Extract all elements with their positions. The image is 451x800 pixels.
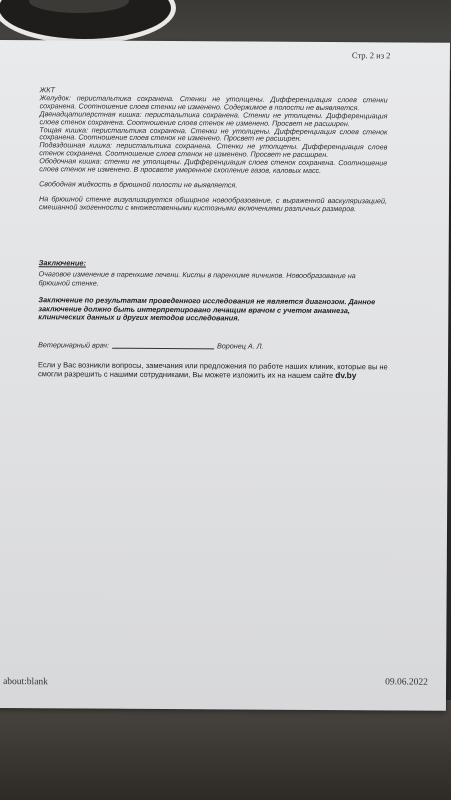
site-link: dv.by — [335, 370, 357, 381]
signature-line — [112, 348, 214, 350]
section-title-gi: ЖКТ — [39, 85, 55, 95]
stomach-paragraph: Желудок: перистальтика сохранена. Стенки не утолщены. Дифференциация слоев стенки сохранена. Соотношение слоев стенки не изменено. Содержимое в полости не выявляется. — [39, 93, 388, 113]
paper-sheet — [0, 40, 450, 711]
cup-inside — [29, 0, 129, 13]
print-date: 09.06.2022 — [385, 677, 428, 688]
table-background-bottom — [0, 700, 451, 800]
abdominal-wall-paragraph: На брюшной стенке визуализируется обширное новообразование, с выраженной васкуляризацией, смешанной эхогенности с множественными кистозными включениями различных размеров. — [38, 194, 388, 213]
jejunum-paragraph: Тощая кишка: перистальтика сохранена. Стенки не утолщены. Дифференциация слоев стенок сохранена. Соотношение слоев стенок не изменено. Просвет не расширен. — [39, 124, 388, 144]
signature-row — [38, 340, 368, 351]
report-body — [39, 86, 388, 213]
ileum-paragraph: Подвздошная кишка: перистальтика сохранена. Стенки не утолщены. Дифференциация слоев стенок сохранена. Соотношение слоев стенок не изменено. Просвет не расширен. — [39, 140, 388, 160]
doctor-name: Воронец А. Л. — [216, 341, 264, 351]
colon-paragraph: Ободочная кишка: стенки не утолщены. Дифференциация слоев стенок сохранена. Соотношение слоев стенок не изменено. В просвете умеренное скопление газов, каловых масс. — [39, 156, 388, 176]
signature-label: Ветеринарный врач: — [38, 340, 110, 350]
conclusion-text: Очаговое изменение в паренхиме печени. Кисты в паренхиме яичников. Новообразование на брюшной стенке. — [38, 269, 356, 288]
duodenum-paragraph: Двенадцатиперстная кишка: перистальтика сохранена. Стенки не утолщены. Дифференциация слоев стенок сохранена. Соотношение слоев стенок не изменено. Просвет не расширен. — [39, 108, 388, 128]
disclaimer-text: Заключение по результатам проведенного исследования не является диагнозом. Данное заключение должно быть интерпретировано лечащим врачом с учетом анамнеза, клинических данных и других методов исследования. — [38, 295, 376, 323]
conclusion-title: Заключение: — [38, 258, 86, 268]
print-url: about:blank — [3, 677, 48, 688]
feedback-text: Если у Вас возникли вопросы, замечания или предложения по работе наших клиник, которые вы не смогли разрешить с нашими сотрудниками, Вы можете изложить их на нашем сайте — [37, 360, 388, 381]
page-number: Стр. 2 из 2 — [351, 50, 391, 61]
feedback-note — [38, 360, 398, 381]
free-fluid-paragraph: Свободная жидкость в брюшной полости не выявляется. — [39, 179, 238, 190]
